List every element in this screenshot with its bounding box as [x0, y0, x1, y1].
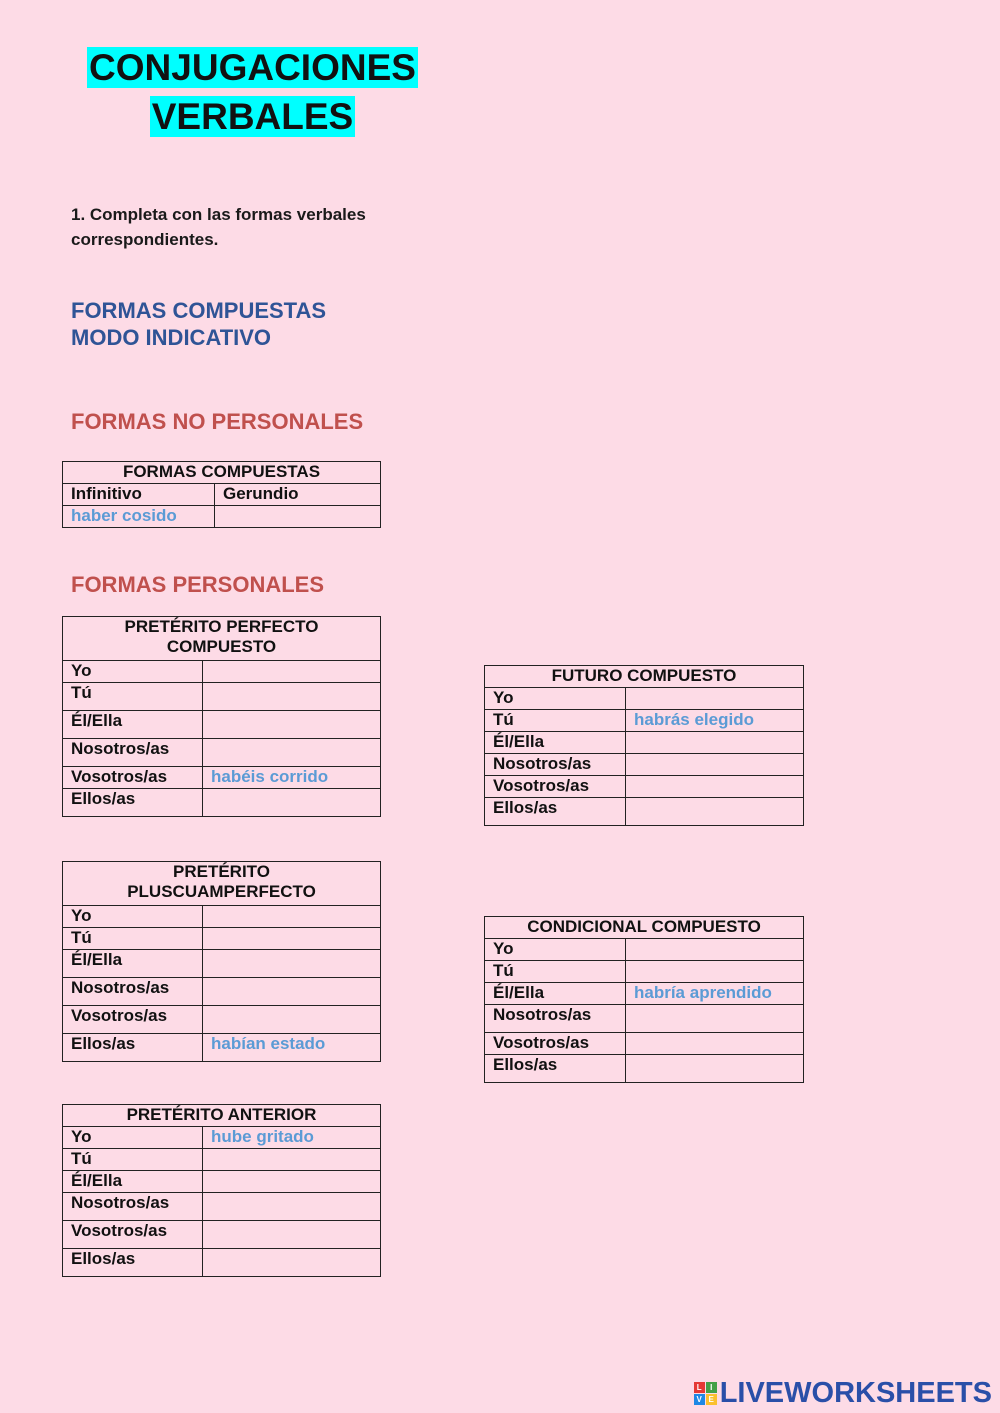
pronoun-cell: Tú [63, 683, 203, 711]
answer-input[interactable] [203, 683, 381, 711]
answer-input[interactable] [203, 789, 381, 817]
answer-input[interactable]: hube gritado [203, 1127, 381, 1149]
no-personales-heading: FORMAS NO PERSONALES [71, 409, 364, 434]
answer-input[interactable]: habría aprendido [626, 983, 804, 1005]
pronoun-cell: Tú [485, 710, 626, 732]
pronoun-cell: Él/Ella [63, 1171, 203, 1193]
answer-input[interactable] [203, 1171, 381, 1193]
pronoun-cell: Tú [485, 961, 626, 983]
pronoun-cell: Vosotros/as [485, 776, 626, 798]
answer-input[interactable]: habrás elegido [626, 710, 804, 732]
logo-mark-icon: L I V E [694, 1382, 717, 1405]
answer-input[interactable] [626, 776, 804, 798]
pronoun-cell: Nosotros/as [485, 1005, 626, 1033]
answer-input[interactable]: habían estado [203, 1034, 381, 1062]
pronoun-cell: Vosotros/as [63, 767, 203, 789]
logo-text: LIVEWORKSHEETS [719, 1376, 992, 1409]
pronoun-cell: Vosotros/as [63, 1006, 203, 1034]
pronoun-cell: Él/Ella [485, 983, 626, 1005]
pronoun-cell: Ellos/as [485, 1055, 626, 1083]
pronoun-cell: Nosotros/as [63, 739, 203, 767]
pronoun-cell: Vosotros/as [485, 1033, 626, 1055]
pronoun-cell: Él/Ella [63, 950, 203, 978]
answer-input[interactable] [626, 1033, 804, 1055]
pronoun-cell: Yo [63, 906, 203, 928]
pronoun-cell: Ellos/as [63, 1249, 203, 1277]
table-condicional-compuesto [484, 916, 804, 1083]
pronoun-cell: Ellos/as [485, 798, 626, 826]
answer-input[interactable] [203, 1149, 381, 1171]
pronoun-cell: Ellos/as [63, 789, 203, 817]
answer-input[interactable] [626, 961, 804, 983]
answer-input[interactable] [203, 978, 381, 1006]
answer-input[interactable] [203, 1221, 381, 1249]
table-title: CONDICIONAL COMPUESTO [485, 917, 804, 939]
liveworksheets-logo [694, 1376, 992, 1410]
column-label-gerundio: Gerundio [215, 484, 381, 506]
answer-input-gerundio[interactable] [215, 506, 381, 528]
answer-input[interactable] [203, 711, 381, 739]
pronoun-cell: Tú [63, 1149, 203, 1171]
page-title-line2: VERBALES [151, 96, 354, 137]
answer-input[interactable] [626, 1005, 804, 1033]
table-futuro-compuesto [484, 665, 804, 826]
pronoun-cell: Yo [63, 661, 203, 683]
personales-heading: FORMAS PERSONALES [71, 572, 325, 597]
section-indicativo-heading: FORMAS COMPUESTAS MODO INDICATIVO [71, 298, 327, 350]
page-title-line1: CONJUGACIONES [89, 47, 416, 88]
answer-input[interactable] [203, 1249, 381, 1277]
pronoun-cell: Tú [63, 928, 203, 950]
table-title: FUTURO COMPUESTO [485, 666, 804, 688]
answer-input[interactable] [626, 754, 804, 776]
answer-input[interactable] [626, 798, 804, 826]
table-title: PRETÉRITO PLUSCUAMPERFECTO [63, 862, 381, 906]
answer-input[interactable]: habéis corrido [203, 767, 381, 789]
answer-infinitivo: haber cosido [63, 506, 215, 528]
table-perfecto-compuesto [62, 616, 381, 817]
pronoun-cell: Yo [63, 1127, 203, 1149]
pronoun-cell: Ellos/as [63, 1034, 203, 1062]
pronoun-cell: Yo [485, 688, 626, 710]
table-preterito-anterior [62, 1104, 381, 1277]
pronoun-cell: Él/Ella [63, 711, 203, 739]
pronoun-cell: Nosotros/as [63, 1193, 203, 1221]
answer-input[interactable] [626, 732, 804, 754]
answer-input[interactable] [203, 739, 381, 767]
pronoun-cell: Yo [485, 939, 626, 961]
table-pluscuamperfecto [62, 861, 381, 1062]
answer-input[interactable] [626, 1055, 804, 1083]
answer-input[interactable] [203, 928, 381, 950]
table-title: FORMAS COMPUESTAS [63, 462, 381, 484]
pronoun-cell: Nosotros/as [63, 978, 203, 1006]
column-label-infinitivo: Infinitivo [63, 484, 215, 506]
answer-input[interactable] [203, 950, 381, 978]
pronoun-cell: Vosotros/as [63, 1221, 203, 1249]
pronoun-cell: Nosotros/as [485, 754, 626, 776]
table-title: PRETÉRITO ANTERIOR [63, 1105, 381, 1127]
answer-input[interactable] [626, 939, 804, 961]
answer-input[interactable] [203, 1006, 381, 1034]
answer-input[interactable] [203, 661, 381, 683]
answer-input[interactable] [626, 688, 804, 710]
answer-input[interactable] [203, 906, 381, 928]
table-no-personales [62, 461, 381, 528]
answer-input[interactable] [203, 1193, 381, 1221]
pronoun-cell: Él/Ella [485, 732, 626, 754]
table-title: PRETÉRITO PERFECTO COMPUESTO [63, 617, 381, 661]
instruction-text: 1. Completa con las formas verbales correspondientes. [71, 205, 366, 249]
